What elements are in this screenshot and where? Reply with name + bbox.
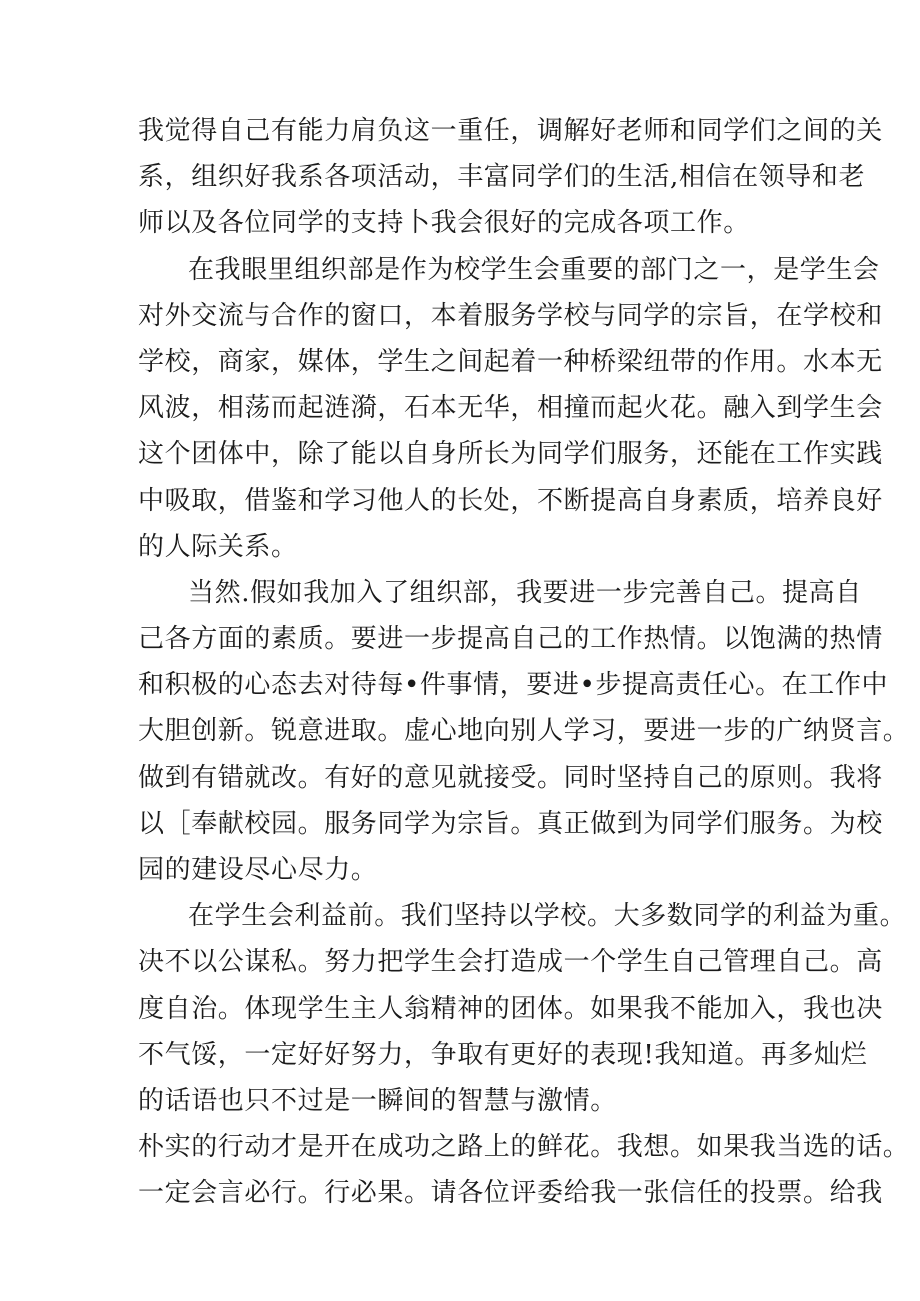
text-line: 和积极的心态去对待每•件事情，要进•步提高责任心。在工作中 xyxy=(138,670,889,701)
text-line: 我觉得自己有能力肩负这一重任，调解好老师和同学们之间的关 xyxy=(138,116,883,146)
text-line: 以［奉献校园。服务同学为宗旨。真正做到为同学们服务。为校 xyxy=(138,808,883,839)
text-line: 的人际关系。 xyxy=(138,531,298,562)
text-line: 己各方面的素质。要进一步提高自己的工作热情。以饱满的热情 xyxy=(138,624,883,655)
text-line: 做到有错就改。有好的意见就接受。同时坚持自己的原则。我将 xyxy=(138,762,883,793)
text-line: 系，组织好我系各项活动，丰富同学们的生活,相信在领导和老 xyxy=(138,162,866,193)
text-line: 对外交流与合作的窗口，本着服务学校与同学的宗旨，在学校和 xyxy=(138,300,883,331)
document-body xyxy=(138,108,910,1217)
text-line: 园的建设尽心尽力。 xyxy=(138,855,378,885)
text-line: 一定会言必行。行必果。请各位评委给我一张信任的投票。给我 xyxy=(138,1178,883,1209)
text-line: 度自治。体现学生主人翁精神的团体。如果我不能加入，我也决 xyxy=(138,993,883,1024)
text-line: 学校，商家，媒体，学生之间起着一种桥梁纽带的作用。水本无 xyxy=(138,346,883,377)
text-line: 大胆创新。锐意进取。虚心地向别人学习，要进一步的广纳贤言。 xyxy=(138,716,910,747)
paragraph-first-line: 在我眼里组织部是作为校学生会重要的部门之一，是学生会 xyxy=(188,254,880,285)
text-line: 这个团体中，除了能以自身所长为同学们服务，还能在工作实践 xyxy=(138,439,883,470)
text-line: 中吸取，借鉴和学习他人的长处，不断提高自身素质，培养良好 xyxy=(138,485,883,516)
text-line: 师以及各位同学的支持卜我会很好的完成各项工作。 xyxy=(138,208,750,239)
paragraph-first-line: 在学生会利益前。我们坚持以学校。大多数同学的利益为重。 xyxy=(188,901,907,932)
text-line: 朴实的行动才是开在成功之路上的鲜花。我想。如果我当选的话。 xyxy=(138,1132,910,1163)
text-line: 风波，相荡而起涟漪，石本无华，相撞而起火花。融入到学生会 xyxy=(138,393,883,424)
text-line: 决不以公谋私。努力把学生会打造成一个学生自己管理自己。高 xyxy=(138,947,883,978)
text-line: 不气馁，一定好好努力，争取有更好的表现!我知道。再多灿烂 xyxy=(138,1039,868,1070)
paragraph-first-line: 当然.假如我加入了组织部，我要进一步完善自己。提高自 xyxy=(188,577,862,608)
text-line: 的话语也只不过是一瞬间的智慧与激情。 xyxy=(138,1085,617,1116)
